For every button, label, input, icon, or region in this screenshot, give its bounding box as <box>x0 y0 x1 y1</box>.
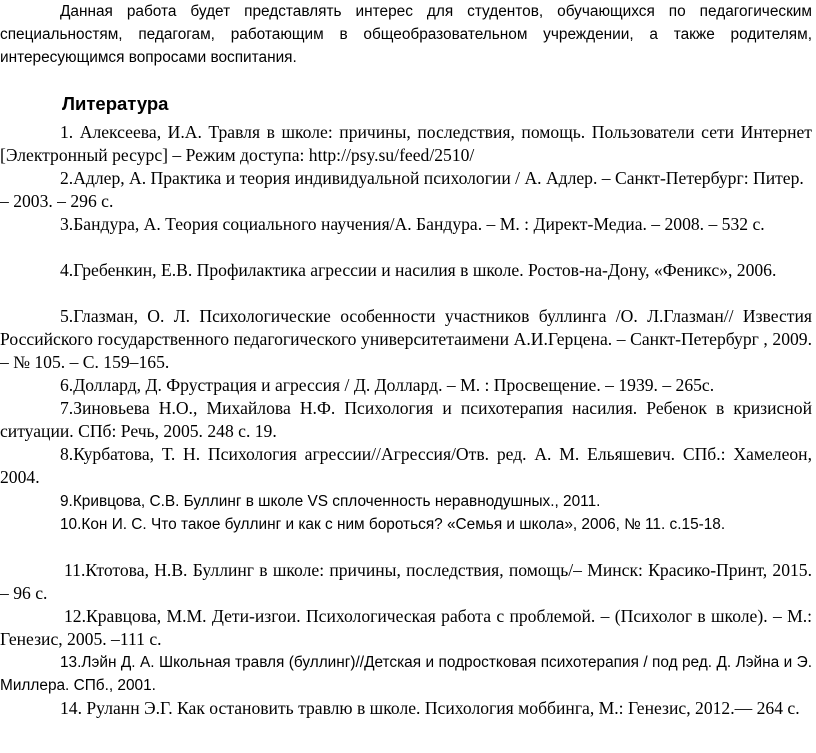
references-heading: Литература <box>62 93 169 114</box>
intro-paragraph: Данная работа будет представлять интерес для студентов, обучающихся по педагогическим специальностям, педагогам, работающим в общеобразовательном учреждении, а также родителям, интересующимся вопросами воспитания. <box>0 3 812 66</box>
reference-item-11: 11.Ктотова, Н.В. Буллинг в школе: причины, последствия, помощь/– Минск: Красико-Принт, 2015. – 96 с. <box>0 560 812 603</box>
reference-item-4: 4.Гребенкин, Е.В. Профилактика агрессии и насилия в школе. Ростов-на-Дону, «Феникс», 2006. <box>60 260 777 280</box>
reference-item-7: 7.Зиновьева Н.О., Михайлова Н.Ф. Психология и психотерапия насилия. Ребенок в кризисной ситуации. СПб: Речь, 2005. 248 с. 19. <box>0 398 812 441</box>
reference-item-2: 2.Адлер, А. Практика и теория индивидуальной психологии / А. Адлер. – Санкт-Петербург: Питер. – 2003. – 296 с. <box>0 168 804 211</box>
reference-item-6: 6.Доллард, Д. Фрустрация и агрессия / Д. Доллард. – М. : Просвещение. – 1939. – 265с. <box>60 375 715 395</box>
reference-item-12: 12.Кравцова, М.М. Дети-изгои. Психологическая работа с проблемой. – (Психолог в школе). – М.: Генезис, 2005. –111 с. <box>0 606 812 649</box>
reference-item-9: 9.Кривцова, С.В. Буллинг в школе VS сплоченность неравнодушных., 2011. <box>60 493 601 510</box>
reference-item-13: 13.Лэйн Д. А. Школьная травля (буллинг)//Детская и подростковая психотерапия / под ред. Д. Лэйна и Э. Миллера. СПб., 2001. <box>0 654 812 694</box>
reference-item-1: 1. Алексеева, И.А. Травля в школе: причины, последствия, помощь. Пользователи сети Интернет [Электронный ресурс] – Режим доступа: http://psy.su/feed/2510/ <box>0 122 812 165</box>
reference-item-10: 10.Кон И. С. Что такое буллинг и как с ним бороться? «Семья и школа», 2006, № 11. с.15-18. <box>60 516 726 533</box>
reference-item-3: 3.Бандура, А. Теория социального научения/А. Бандура. – М. : Директ-Медиа. – 2008. – 532 с. <box>60 214 765 234</box>
reference-item-8: 8.Курбатова, Т. Н. Психология агрессии//Агрессия/Отв. ред. А. М. Ельяшевич. СПб.: Хамелеон, 2004. <box>0 444 812 487</box>
reference-item-14: 14. Руланн Э.Г. Как остановить травлю в школе. Психология моббинга, М.: Генезис, 2012.— 264 с. <box>60 698 800 718</box>
reference-item-5: 5.Глазман, О. Л. Психологические особенности участников буллинга /О. Л.Глазман// Известия Российского государственного педагогического университетаимени А.И.Герцена. – Санкт-Петербург , 2009. – № 105. – С. 159–165. <box>0 306 812 372</box>
